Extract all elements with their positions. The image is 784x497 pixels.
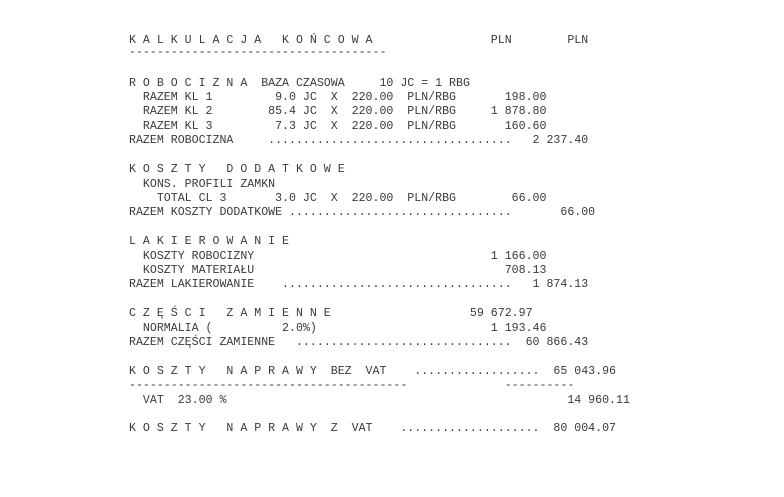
line-item: RAZEM KL 1 9.0 JC X 220.00 PLN/RBG 198.00: [129, 91, 547, 104]
vat-line: VAT 23.00 % 14 960.11: [129, 394, 630, 407]
section-heading-robocizna: R O B O C I Z N A BAZA CZASOWA 10 JC = 1 RBG: [129, 77, 470, 90]
section-heading-czesci-zamienne: C Z Ę Ś C I Z A M I E N N E 59 672.97: [129, 307, 533, 320]
section-total-lakierowanie: RAZEM LAKIEROWANIE ................................. 1 874.13: [129, 278, 589, 291]
section-heading-lakierowanie: L A K I E R O W A N I E: [129, 235, 290, 248]
line-item: NORMALIA ( 2.0%) 1 193.46: [129, 322, 547, 335]
line-item: TOTAL CL 3 3.0 JC X 220.00 PLN/RBG 66.00: [129, 192, 547, 205]
line-item: RAZEM KL 3 7.3 JC X 220.00 PLN/RBG 160.60: [129, 120, 547, 133]
line-item: KOSZTY MATERIAŁU 708.13: [129, 264, 547, 277]
line-item: KOSZTY ROBOCIZNY 1 166.00: [129, 250, 547, 263]
title-underline: -------------------------------------: [129, 46, 387, 59]
line-item: RAZEM KL 2 85.4 JC X 220.00 PLN/RBG 1 878.80: [129, 105, 547, 118]
total-without-vat: K O S Z T Y N A P R A W Y BEZ VAT .................. 65 043.96: [129, 365, 617, 378]
section-heading-koszty-dodatkowe: K O S Z T Y D O D A T K O W E: [129, 163, 345, 176]
section-total-koszty-dodatkowe: RAZEM KOSZTY DODATKOWE ................................ 66.00: [129, 206, 596, 219]
total-with-vat: K O S Z T Y N A P R A W Y Z VAT .................... 80 004.07: [129, 422, 617, 435]
line-item: KONS. PROFILI ZAMKN: [129, 178, 276, 191]
title-line: K A L K U L A C J A K O Ń C O W A PLN PLN: [129, 34, 589, 47]
totals-separator: ---------------------------------------- ----------: [129, 379, 575, 392]
section-total-robocizna: RAZEM ROBOCIZNA ................................... 2 237.40: [129, 134, 589, 147]
section-total-czesci-zamienne: RAZEM CZĘŚCI ZAMIENNE ............................... 60 866.43: [129, 336, 589, 349]
